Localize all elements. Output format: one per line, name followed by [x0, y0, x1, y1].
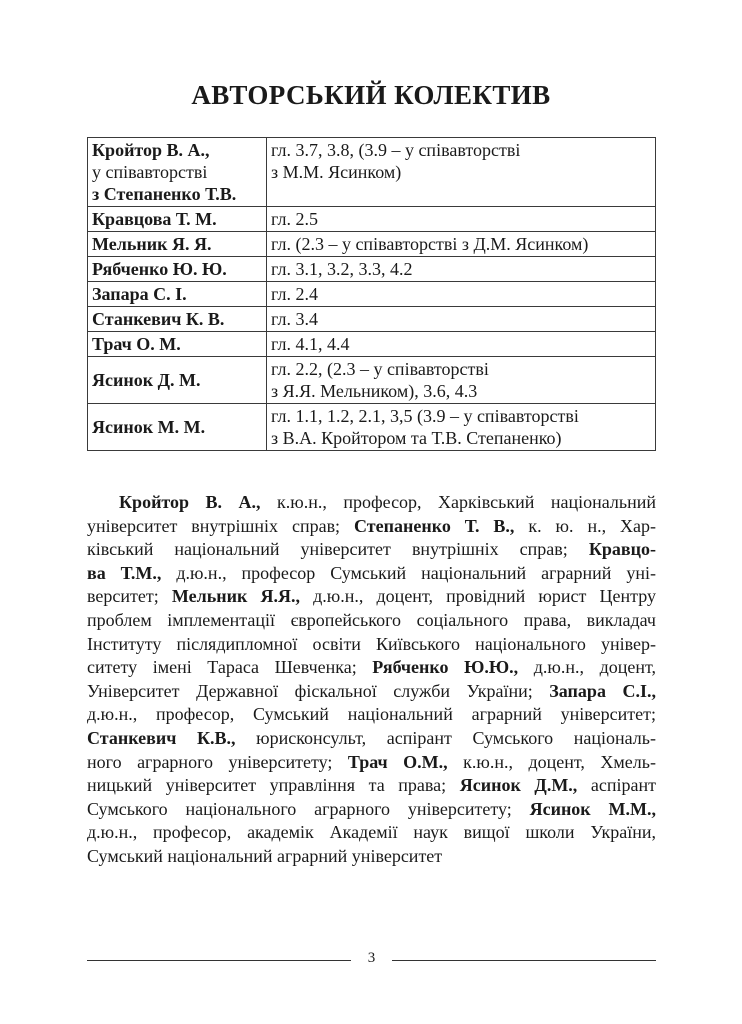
authors-table	[87, 137, 656, 451]
author-name-cell	[88, 138, 267, 207]
author-chapters-cell	[267, 282, 656, 307]
bio-text: д.ю.н., доцент,	[518, 657, 656, 678]
bio-text: Сумський національний аграрний університет	[87, 845, 443, 866]
author-chapters-cell	[267, 207, 656, 232]
author-name-cell	[88, 232, 267, 257]
bio-author-name: Кравцо-	[588, 539, 656, 560]
bio-text: д.ю.н., професор Сумський національний аграрний уні-	[161, 562, 656, 583]
author-row	[88, 207, 656, 232]
author-chapters-line: гл. 2.5	[271, 209, 318, 229]
bio-author-name: Станкевич К.В.,	[87, 727, 236, 748]
bio-text: к. ю. н., Хар-	[514, 515, 657, 536]
bio-text: ницький університет управління та права;	[87, 775, 460, 796]
bio-author-name: Кройтор В. А.,	[119, 492, 261, 512]
bio-text: ківський національний університет внутрішніх справ;	[87, 539, 589, 560]
author-name-line: у співавторстві	[92, 162, 208, 182]
author-row	[88, 282, 656, 307]
author-chapters-line: гл. 4.1, 4.4	[271, 334, 350, 354]
author-row	[88, 357, 656, 404]
bio-line	[87, 821, 656, 845]
bio-text: Інституту післядипломної освіти Київського національного універ-	[87, 633, 656, 654]
bio-line	[87, 798, 656, 822]
bio-author-name: ва Т.М.,	[87, 562, 162, 583]
author-name-line: Станкевич К. В.	[92, 309, 225, 329]
author-name-line: Ясинок Д. М.	[92, 370, 201, 390]
bio-line	[87, 609, 656, 633]
author-chapters-line: гл. 3.4	[271, 309, 318, 329]
author-name-line: Кройтор В. А.,	[92, 140, 210, 160]
bio-text: к.ю.н., доцент, Хмель-	[447, 751, 656, 772]
author-name-line: Кравцова Т. М.	[92, 209, 217, 229]
author-name-line: Мельник Я. Я.	[92, 234, 212, 254]
author-name-line: Трач О. М.	[92, 334, 181, 354]
author-name-line: Ясинок М. М.	[92, 417, 206, 437]
author-name-cell	[88, 404, 267, 451]
bio-author-name: Мельник Я.Я.,	[171, 586, 300, 607]
authors-bio-paragraph	[87, 491, 656, 869]
bio-line	[87, 845, 656, 869]
author-chapters-line: гл. 2.2, (2.3 – у співавторстві	[271, 359, 489, 379]
bio-text: юрисконсульт, аспірант Сумського національ-	[235, 727, 656, 748]
bio-line	[87, 656, 656, 680]
bio-text: д.ю.н., доцент, провідний юрист Центру	[300, 586, 656, 607]
author-row	[88, 257, 656, 282]
bio-author-name: Степаненко Т. В.,	[354, 515, 515, 536]
bio-line	[87, 585, 656, 609]
author-chapters-line: з М.М. Ясинком)	[271, 162, 402, 182]
author-chapters-line: з В.А. Кройтором та Т.В. Степаненко)	[271, 428, 562, 448]
bio-text: проблем імплементації європейського соціального права, викладач	[87, 609, 656, 630]
author-chapters-line: з Я.Я. Мельником), 3.6, 4.3	[271, 381, 478, 401]
author-chapters-line: гл. 2.4	[271, 284, 318, 304]
authors-table-body	[88, 138, 656, 451]
footer-rule-left	[87, 960, 351, 961]
footer-rule-right	[392, 960, 656, 961]
author-row	[88, 138, 656, 207]
page-title: АВТОРСЬКИЙ КОЛЕКТИВ	[191, 80, 551, 110]
author-chapters-cell	[267, 138, 656, 207]
author-row	[88, 307, 656, 332]
author-chapters-cell	[267, 357, 656, 404]
author-name-line: з Степаненко Т.В.	[92, 184, 237, 204]
author-name-cell	[88, 307, 267, 332]
author-name-line: Запара С. І.	[92, 284, 187, 304]
author-chapters-line: гл. 3.7, 3.8, (3.9 – у співавторстві	[271, 140, 521, 160]
bio-line	[87, 703, 656, 727]
bio-text: к.ю.н., професор, Харківський національний	[260, 492, 656, 512]
page-number: 3	[367, 950, 376, 966]
bio-line	[87, 562, 656, 586]
author-name-cell	[88, 207, 267, 232]
bio-author-name: Ясинок М.М.,	[529, 798, 656, 819]
author-name-line: Рябченко Ю. Ю.	[92, 259, 227, 279]
bio-line	[87, 751, 656, 775]
bio-text: д.ю.н., професор, академік Академії наук вищої школи України,	[87, 822, 656, 843]
author-row	[88, 232, 656, 257]
bio-line	[87, 515, 656, 539]
author-chapters-cell	[267, 232, 656, 257]
author-chapters-line: гл. (2.3 – у співавторстві з Д.М. Ясинком)	[271, 234, 589, 254]
bio-text: аспірант	[577, 775, 656, 796]
bio-author-name: Ясинок Д.М.,	[459, 775, 578, 796]
bio-text: ситету імені Тараса Шевченка;	[87, 657, 373, 678]
bio-text: університет внутрішніх справ;	[87, 515, 355, 536]
author-chapters-cell	[267, 332, 656, 357]
author-row	[88, 332, 656, 357]
author-name-cell	[88, 332, 267, 357]
bio-line	[87, 774, 656, 798]
bio-author-name: Трач О.М.,	[347, 751, 448, 772]
bio-author-name: Рябченко Ю.Ю.,	[372, 657, 519, 678]
bio-text: верситет;	[87, 586, 172, 607]
author-chapters-cell	[267, 404, 656, 451]
bio-line	[87, 491, 656, 515]
bio-line	[87, 680, 656, 704]
bio-text: д.ю.н., професор, Сумський національний аграрний університет;	[87, 704, 656, 725]
bio-text: Університет Державної фіскальної служби України;	[87, 680, 550, 701]
author-name-cell	[88, 282, 267, 307]
author-row	[88, 404, 656, 451]
bio-author-name: Запара С.І.,	[549, 680, 656, 701]
bio-text: ного аграрного університету;	[87, 751, 348, 772]
author-chapters-cell	[267, 307, 656, 332]
author-chapters-cell	[267, 257, 656, 282]
bio-text: Сумського національного аграрного університету;	[87, 798, 530, 819]
bio-line	[87, 538, 656, 562]
bio-line	[87, 727, 656, 751]
author-chapters-line: гл. 3.1, 3.2, 3.3, 4.2	[271, 259, 413, 279]
author-name-cell	[88, 257, 267, 282]
author-chapters-line: гл. 1.1, 1.2, 2.1, 3,5 (3.9 – у співавторстві	[271, 406, 579, 426]
bio-line	[87, 633, 656, 657]
author-name-cell	[88, 357, 267, 404]
